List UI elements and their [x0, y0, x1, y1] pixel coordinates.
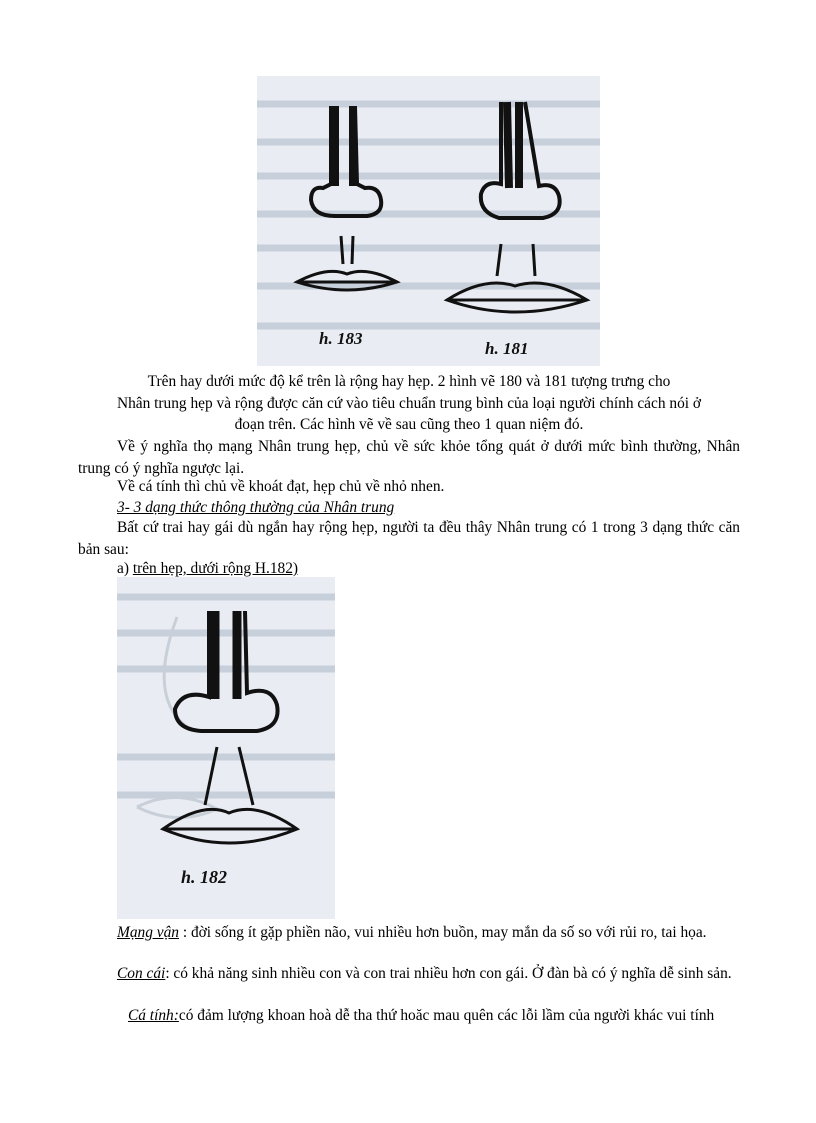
paragraph-intro: Bất cứ trai hay gái dù ngắn hay rộng hẹp, người ta đều thây Nhân trung có 1 trong 3 dạng thức căn bản sau: [78, 519, 740, 558]
note-con-cai-text: : có khả năng sinh nhiều con và con trai nhiều hơn con gái. Ở đàn bà có ý nghĩa dễ sinh sản. [165, 965, 732, 982]
nose-right [481, 102, 560, 218]
figure-label-left: h. 183 [319, 329, 363, 348]
note-mang-van [78, 922, 740, 944]
paragraph-tho-mang: Về ý nghĩa thọ mạng Nhân trung hẹp, chủ về sức khỏe tổng quát ở dưới mức bình thường, Nhân trung có ý nghĩa ngược lại. [78, 438, 740, 477]
paragraph-ca-tinh: Về cá tính thì chủ về khoát đạt, hẹp chủ về nhỏ nhen. [117, 478, 445, 495]
list-item-a-text: trên hẹp, dưới rộng H.182) [132, 560, 299, 577]
figure-nhan-trung-180-181 [257, 76, 600, 366]
lips [163, 809, 297, 843]
note-mang-van-text: : đời sống ít gặp phiền não, vui nhiều hơn buồn, may mắn da số so với rủi ro, tai họa. [178, 924, 707, 941]
note-mang-van-label: Mạng vận [117, 924, 179, 941]
note-con-cai-label: Con cái [117, 965, 166, 982]
note-ca-tinh-label: Cá tính: [128, 1007, 179, 1024]
note-ca-tinh-text: có đảm lượng khoan hoà dễ tha thứ hoăc mau quên các lỗi lầm của người khác vui tính [178, 1007, 715, 1024]
section-heading [78, 497, 740, 519]
nose-left [311, 106, 381, 216]
note-ca-tinh [78, 1005, 740, 1027]
section-heading-text: 3- 3 dạng thức thông thường của Nhân trung [117, 499, 395, 516]
figure-2-drawing [117, 577, 335, 919]
caption-line-1: Trên hay dưới mức độ kể trên là rộng hay hẹp. 2 hình vẽ 180 và 181 tượng trưng cho [147, 373, 671, 390]
caption-line-3: đoạn trên. Các hình vẽ về sau cũng theo 1 quan niệm đó. [234, 416, 584, 433]
list-item-a-prefix: a) [117, 560, 133, 577]
figure-1-drawing [257, 76, 600, 366]
figure-nhan-trung-182 [117, 577, 335, 919]
figure-label: h. 182 [181, 867, 228, 887]
figure-label-right: h. 181 [485, 339, 529, 358]
note-con-cai [78, 963, 740, 985]
caption-line-2: Nhân trung hẹp và rộng được căn cứ vào tiêu chuẩn trung bình của loại người chính cách nói ở [116, 395, 702, 412]
